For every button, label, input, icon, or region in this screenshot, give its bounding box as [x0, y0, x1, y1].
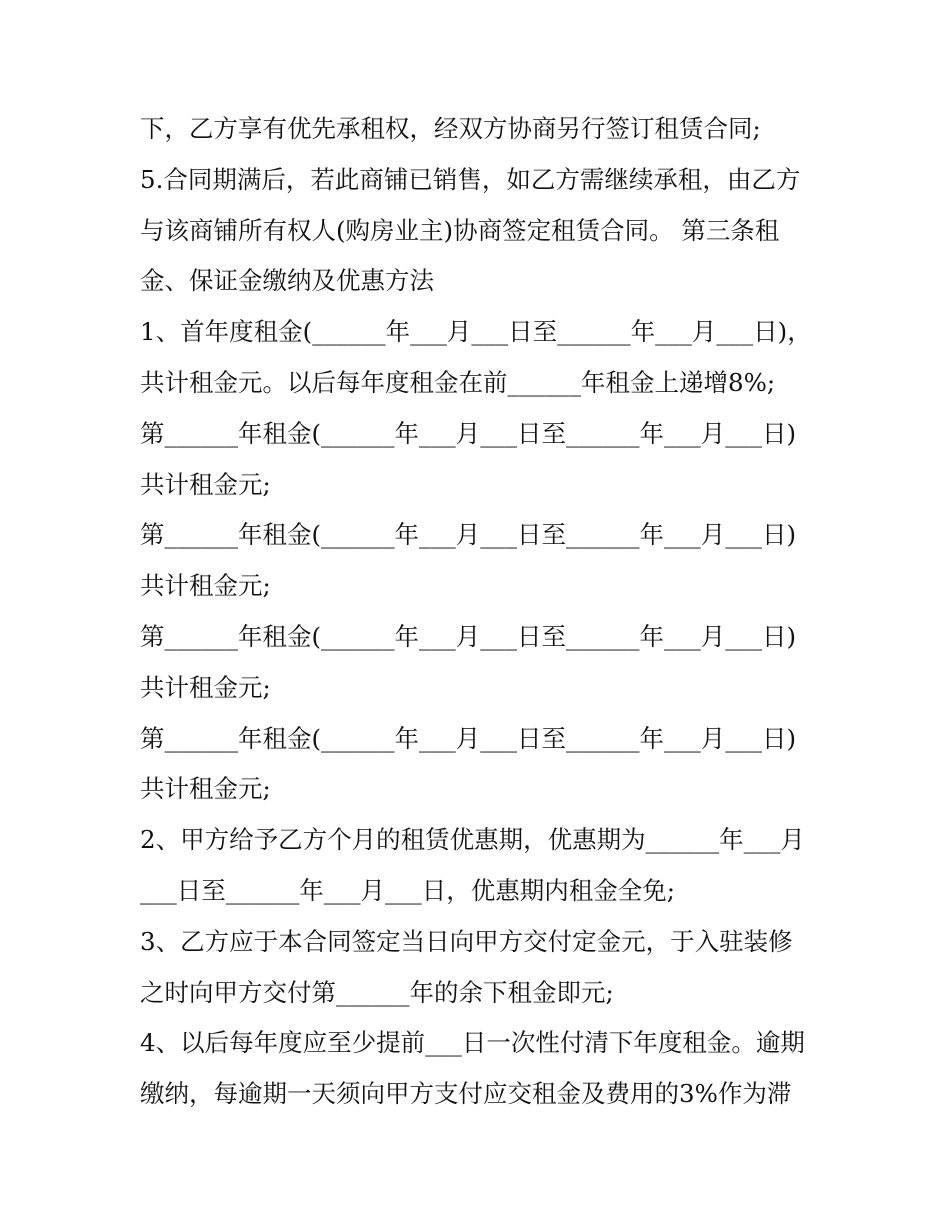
text-line: 共计租金元;: [140, 672, 271, 702]
text-line: 共计租金元;: [140, 571, 271, 601]
text-line: 4、以后每年度应至少提前___日一次性付清下年度租金。逾期: [140, 1028, 805, 1058]
text-line: 2、甲方给予乙方个月的租赁优惠期，优惠期为______年___月: [140, 825, 805, 855]
text-line: 第______年租金(______年___月___日至______年___月___日): [140, 520, 797, 550]
text-line: 第______年租金(______年___月___日至______年___月___日): [140, 621, 797, 651]
text-line: 3、乙方应于本合同签定当日向甲方交付定金元，于入驻装修: [140, 926, 793, 956]
text-line: 之时向甲方交付第______年的余下租金即元;: [140, 977, 614, 1007]
text-line: 下，乙方享有优先承租权，经双方协商另行签订租赁合同;: [140, 114, 761, 143]
contract-text-body: [140, 104, 820, 1120]
text-line: 与该商铺所有权人(购房业主)协商签定租赁合同。 第三条租: [140, 215, 780, 245]
text-line: 第______年租金(______年___月___日至______年___月___日): [140, 418, 797, 448]
text-line: 共计租金元;: [140, 469, 271, 499]
text-line: 共计租金元;: [140, 774, 271, 804]
text-line: 缴纳，每逾期一天须向甲方支付应交租金及费用的3%作为滞: [140, 1079, 792, 1109]
text-line: 5.合同期满后，若此商铺已销售，如乙方需继续承租，由乙方: [140, 164, 801, 194]
text-line: 金、保证金缴纳及优惠方法: [140, 266, 434, 296]
text-line: ___日至______年___月___日，优惠期内租金全免;: [140, 875, 676, 905]
text-line: 共计租金元。以后每年度租金在前______年租金上递增8%;: [140, 367, 776, 397]
text-line: 1、首年度租金(______年___月___日至______年___月___日)，: [140, 317, 812, 347]
text-line: 第______年租金(______年___月___日至______年___月___日): [140, 723, 797, 753]
